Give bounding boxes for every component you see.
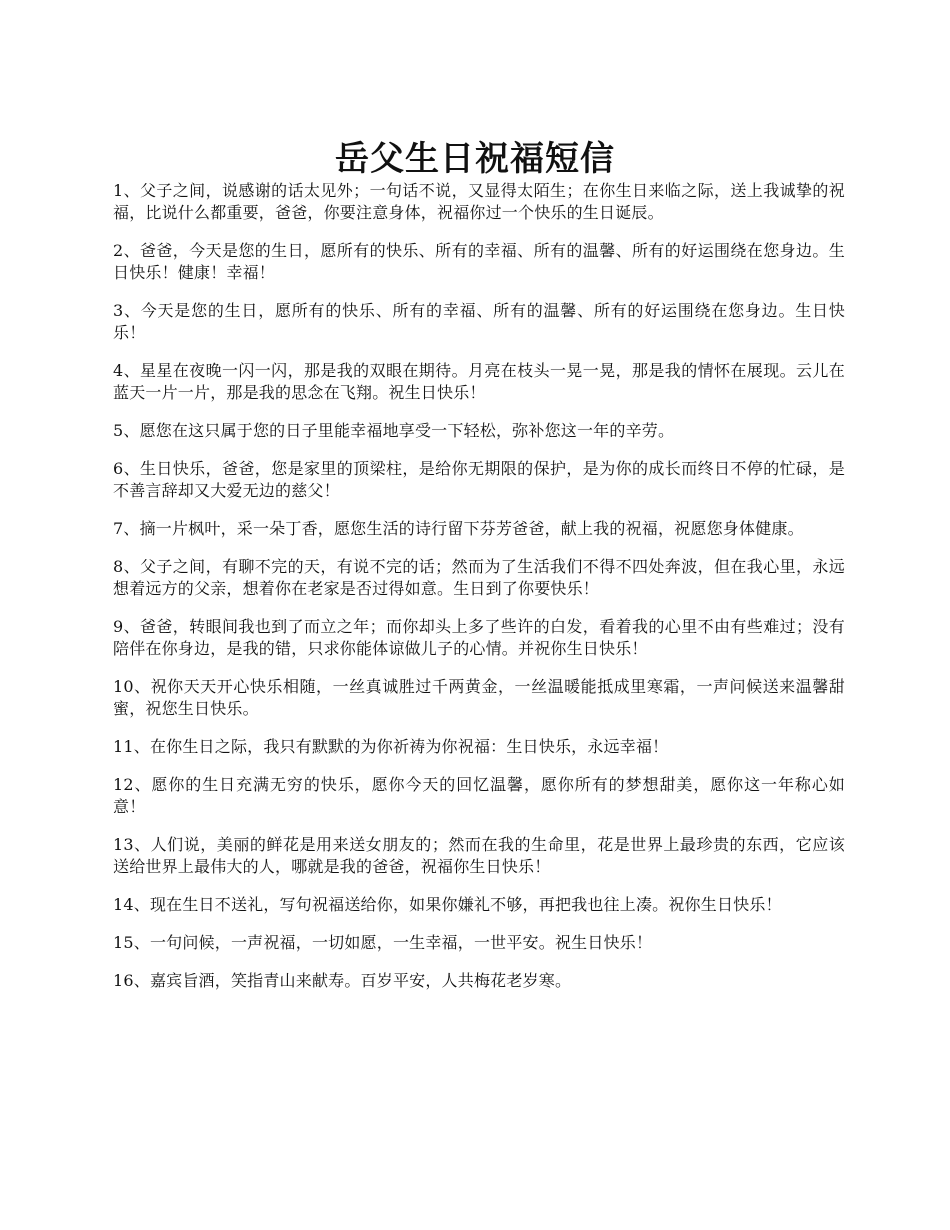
blessing-paragraph-7: 7、摘一片枫叶，采一朵丁香，愿您生活的诗行留下芬芳爸爸，献上我的祝福，祝愿您身体健康。 [113,519,804,538]
blessing-paragraph-13: 13、人们说，美丽的鲜花是用来送女朋友的；然而在我的生命里，花是世界上最珍贵的东西，它应该送给世界上最伟大的人，哪就是我的爸爸，祝福你生日快乐！ [113,835,845,876]
blessing-paragraph-1: 1、父子之间，说感谢的话太见外；一句话不说，又显得太陌生；在你生日来临之际，送上我诚挚的祝福，比说什么都重要，爸爸，你要注意身体，祝福你过一个快乐的生日诞辰。 [113,181,845,222]
blessing-paragraph-8: 8、父子之间，有聊不完的天，有说不完的话；然而为了生活我们不得不四处奔波，但在我心里，永远想着远方的父亲，想着你在老家是否过得如意。生日到了你要快乐！ [113,557,845,598]
blessing-paragraph-14: 14、现在生日不送礼，写句祝福送给你，如果你嫌礼不够，再把我也往上凑。祝你生日快乐！ [113,895,782,914]
blessing-paragraph-6: 6、生日快乐，爸爸，您是家里的顶梁柱，是给你无期限的保护，是为你的成长而终日不停的忙碌，是不善言辞却又大爱无边的慈父！ [113,459,845,500]
document-body [113,180,845,1008]
blessing-paragraph-10: 10、祝你天天开心快乐相随，一丝真诚胜过千两黄金，一丝温暖能抵成里寒霜，一声问候送来温馨甜蜜，祝您生日快乐。 [113,677,845,718]
blessing-paragraph-16: 16、嘉宾旨酒，笑指青山来献寿。百岁平安，人共梅花老岁寒。 [113,971,572,990]
blessing-paragraph-12: 12、愿你的生日充满无穷的快乐，愿你今天的回忆温馨，愿你所有的梦想甜美，愿你这一年称心如意！ [113,775,845,816]
blessing-paragraph-11: 11、在你生日之际，我只有默默的为你祈祷为你祝福：生日快乐，永远幸福！ [113,737,669,756]
blessing-paragraph-3: 3、今天是您的生日，愿所有的快乐、所有的幸福、所有的温馨、所有的好运围绕在您身边。生日快乐！ [113,301,845,342]
blessing-paragraph-2: 2、爸爸，今天是您的生日，愿所有的快乐、所有的幸福、所有的温馨、所有的好运围绕在您身边。生日快乐！健康！幸福！ [113,241,845,282]
blessing-paragraph-5: 5、愿您在这只属于您的日子里能幸福地享受一下轻松，弥补您这一年的辛劳。 [113,421,675,440]
blessing-paragraph-15: 15、一句问候，一声祝福，一切如愿，一生幸福，一世平安。祝生日快乐！ [113,933,653,952]
blessing-paragraph-9: 9、爸爸，转眼间我也到了而立之年；而你却头上多了些许的白发，看着我的心里不由有些难过；没有陪伴在你身边，是我的错，只求你能体谅做儿子的心情。并祝你生日快乐！ [113,617,845,658]
document-title: 岳父生日祝福短信 [335,138,615,179]
blessing-paragraph-4: 4、星星在夜晚一闪一闪，那是我的双眼在期待。月亮在枝头一晃一晃，那是我的情怀在展现。云儿在蓝天一片一片，那是我的思念在飞翔。祝生日快乐！ [113,361,845,402]
